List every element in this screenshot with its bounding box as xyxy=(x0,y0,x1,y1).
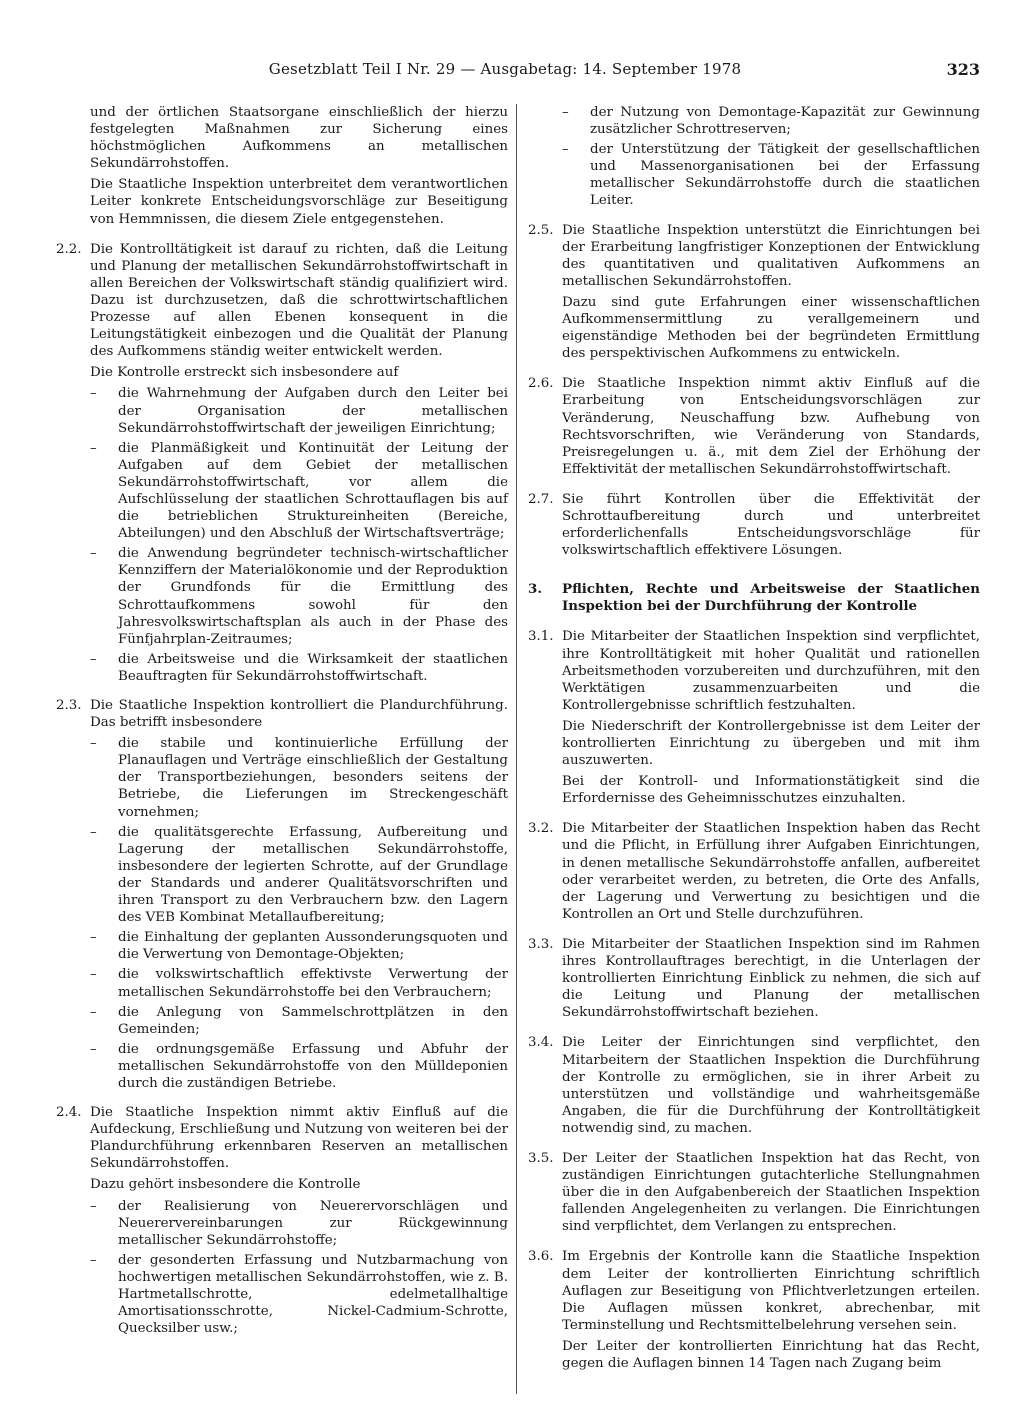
section-3-1 xyxy=(528,628,980,713)
section-text: Die Staatliche Inspektion nimmt aktiv Einfluß auf die Erarbeitung von Entscheidungsvorschlägen zur Veränderung, Neuschaffung bzw. Aufhebung von Rechtsvorschriften, wie Veränderung von Standards, Preisregelungen u. ä., mit dem Ziel der Erhöhung der Effektivität der metallischen Sekundärrohstoffwirtschaft. xyxy=(562,376,980,477)
section-number: 2.6. xyxy=(528,376,554,392)
list-item: – die volkswirtschaftlich effektivste Verwertung der metallischen Sekundärrohstoffe bei den Verbrauchern; xyxy=(90,967,508,1000)
right-column xyxy=(528,104,980,1376)
section-2-3 xyxy=(56,697,508,731)
page-number: 323 xyxy=(946,60,980,79)
page-header xyxy=(90,60,980,84)
section-number: 2.7. xyxy=(528,491,554,507)
section-3-5 xyxy=(528,1150,980,1235)
paragraph-continuation: und der örtlichen Staatsorgane einschließlich der hierzu festgelegten Maßnahmen zur Sicherung eines höchstmöglichen Aufkommens an metallischen Sekundärrohstoffen. xyxy=(90,105,508,172)
section-number: 3. xyxy=(528,581,542,598)
left-column xyxy=(56,104,508,1340)
paragraph: Dazu sind gute Erfahrungen einer wissenschaftlichen Aufkommensermittlung zu verallgemeinern und eigenständige Methoden bei der begründeten Ermittlung des perspektivischen Aufkommens zu entwickeln. xyxy=(562,294,980,362)
section-number: 2.4. xyxy=(56,1105,82,1121)
section-text: Die Leiter der Einrichtungen sind verpflichtet, den Mitarbeitern der Staatlichen Inspektion die Durchführung der Kontrolle zu ermöglichen, sie in ihrer Arbeit zu unterstützen und vollständige und wahrheitsgemäße Angaben, die für die Durchführung der Kontrolltätigkeit notwendig sind, zu machen. xyxy=(562,1035,980,1136)
section-number: 3.2. xyxy=(528,821,554,837)
section-2-2 xyxy=(56,241,508,361)
section-text: Sie führt Kontrollen über die Effektivität der Schrottaufbereitung durch und unterbreitet erforderlichenfalls Entscheidungsvorschläge für volkswirtschaftlich effektivere Lösungen. xyxy=(562,491,980,559)
section-heading-text: Pflichten, Rechte und Arbeitsweise der Staatlichen Inspektion bei der Durchführung der Kontrolle xyxy=(562,581,980,615)
section-text: Die Staatliche Inspektion nimmt aktiv Einfluß auf die Aufdeckung, Erschließung und Nutzung von weiteren bei der Plandurchführung erkennbaren Reserven an metallischen Sekundärrohstoffen. xyxy=(90,1105,508,1172)
list-intro: Die Kontrolle erstreckt sich insbesondere auf xyxy=(90,365,399,381)
section-text: Die Kontrolltätigkeit ist darauf zu richten, daß die Leitung und Planung der metallischen Sekundärrohstoffwirtschaft in allen Bereichen der Volkswirtschaft ständig qualifiziert wird. Dazu ist durchzusetzen, daß die schrottwirtschaftlichen Prozesse auf allen Ebenen konsequent in die Leitungstätigkeit einbezogen und die Qualität der Planung des Aufkommens ständig weiter entwickelt werden. xyxy=(90,241,508,360)
section-3-3 xyxy=(528,936,980,1021)
list-item: – die Einhaltung der geplanten Aussonderungsquoten und die Verwertung von Demontage-Objekten; xyxy=(90,930,508,963)
paragraph: Der Leiter der kontrollierten Einrichtung hat das Recht, gegen die Auflagen binnen 14 Tagen nach Zugang beim xyxy=(562,1338,980,1371)
paragraph: Die Staatliche Inspektion unterbreitet dem verantwortlichen Leiter konkrete Entscheidungsvorschläge zur Beseitigung von Hemmnissen, die diesem Ziele entgegenstehen. xyxy=(90,177,508,227)
section-text: Die Mitarbeiter der Staatlichen Inspektion sind im Rahmen ihres Kontrollauftrages berechtigt, in die Unterlagen der kontrollierten Einrichtung Einblick zu nehmen, die sich auf die Leitung und Planung der metallischen Sekundärrohstoffwirtschaft beziehen. xyxy=(562,936,980,1021)
section-number: 3.6. xyxy=(528,1249,554,1265)
list-item: – die Arbeitsweise und die Wirksamkeit der staatlichen Beauftragten für Sekundärrohstoffwirtschaft. xyxy=(90,651,508,684)
section-number: 2.5. xyxy=(528,222,554,238)
section-number: 3.3. xyxy=(528,936,554,952)
list-intro: Dazu gehört insbesondere die Kontrolle xyxy=(90,1177,361,1193)
list-item: – die Planmäßigkeit und Kontinuität der Leitung der Aufgaben auf dem Gebiet der metallischen Sekundärrohstoffwirtschaft, vor allem die Aufschlüsselung der staatlichen Schrottauflagen bis auf die betrieblichen Struktureinheiten (Bereiche, Abteilungen) und den Abschluß der Wirtschaftsverträge; xyxy=(90,440,508,542)
section-number: 3.1. xyxy=(528,629,554,645)
section-3-2 xyxy=(528,820,980,923)
section-3-6 xyxy=(528,1248,980,1333)
list-item: – die Anwendung begründeter technisch-wirtschaftlicher Kennziffern der Materialökonomie und der Reproduktion der Grundfonds für die Ermittlung des Schrottaufkommens sowohl für den Jahresvolkswirtschaftsplan als auch in der Phase des Fünfjahrplan-Zeitraumes; xyxy=(90,546,508,647)
column-divider xyxy=(516,104,517,1394)
section-3-heading xyxy=(528,581,980,615)
list-item: – die Wahrnehmung der Aufgaben durch den Leiter bei der Organisation der metallischen Sekundärrohstoffwirtschaft der jeweiligen Einrichtung; xyxy=(90,386,508,436)
list-item: – die Anlegung von Sammelschrottplätzen in den Gemeinden; xyxy=(90,1004,508,1037)
section-text: Die Staatliche Inspektion kontrolliert die Plandurchführung. Das betrifft insbesondere xyxy=(90,698,508,731)
list-item: – der Unterstützung der Tätigkeit der gesellschaftlichen und Massenorganisationen bei der Erfassung metallischer Sekundärrohstoffe durch die staatlichen Leiter. xyxy=(562,142,980,209)
section-number: 2.3. xyxy=(56,698,82,713)
section-text: Der Leiter der Staatlichen Inspektion hat das Recht, von zuständigen Einrichtungen gutachterliche Stellungnahmen über die in den Aufgabenbereich der Staatlichen Inspektion fallenden Angelegenheiten zu verlangen. Die Einrichtungen sind verpflichtet, dem Verlangen zu entsprechen. xyxy=(562,1150,980,1235)
paragraph: Bei der Kontroll- und Informationstätigkeit sind die Erfordernisse des Geheimnisschutzes einzuhalten. xyxy=(562,774,980,807)
list-item: – die stabile und kontinuierliche Erfüllung der Planauflagen und Verträge einschließlich der Gestaltung der Transportbeziehungen, besonders seitens der Betriebe, die Lieferungen im Streckengeschäft vornehmen; xyxy=(90,736,508,820)
section-2-5 xyxy=(528,222,980,290)
paragraph: Die Niederschrift der Kontrollergebnisse ist dem Leiter der kontrollierten Einrichtung zu übergeben und mit ihm auszuwerten. xyxy=(562,718,980,769)
list-item: – die ordnungsgemäße Erfassung und Abfuhr der metallischen Sekundärrohstoffe von den Mülldeponien durch die zuständigen Betriebe. xyxy=(90,1041,508,1091)
section-3-4 xyxy=(528,1034,980,1137)
section-2-6 xyxy=(528,375,980,478)
gazette-title: Gesetzblatt Teil I Nr. 29 — Ausgabetag: 14. September 1978 xyxy=(268,60,742,78)
list-item: – der Realisierung von Neuerervorschlägen und Neuerervereinbarungen zur Rückgewinnung metallischer Sekundärrohstoffe; xyxy=(90,1198,508,1248)
section-number: 3.5. xyxy=(528,1150,554,1166)
list-item: – der gesonderten Erfassung und Nutzbarmachung von hochwertigen metallischen Sekundärrohstoffen, wie z. B. Hartmetallschrotte, edelmetallhaltige Amortisationsschrotte, Nickel-Cadmium-Schrotte, Quecksilber usw.; xyxy=(90,1252,508,1337)
section-text: Im Ergebnis der Kontrolle kann die Staatliche Inspektion dem Leiter der kontrollierten Einrichtung schriftlich Auflagen zur Beseitigung von Pflichtverletzungen erteilen. Die Auflagen müssen konkret, abrechenbar, mit Terminstellung und Rechtsmittelbelehrung versehen sein. xyxy=(562,1249,980,1333)
section-text: Die Mitarbeiter der Staatlichen Inspektion haben das Recht und die Pflicht, in Erfüllung ihrer Aufgaben Einrichtungen, in denen metallische Sekundärrohstoffe anfallen, aufbereitet oder verarbeitet werden, zu betreten, die Orte des Anfalls, der Lagerung und Verwertung zu besichtigen und die Kontrollen an Ort und Stelle durchzuführen. xyxy=(562,821,980,922)
section-2-7 xyxy=(528,491,980,559)
list-item: – die qualitätsgerechte Erfassung, Aufbereitung und Lagerung der metallischen Sekundärrohstoffe, insbesondere der legierten Schrotte, auf der Grundlage der Standards und anderer Qualitätsvorschriften und ihren Transport zu den Verbrauchern bzw. den Lagern des VEB Kombinat Metallaufbereitung; xyxy=(90,824,508,926)
section-text: Die Mitarbeiter der Staatlichen Inspektion sind verpflichtet, ihre Kontrolltätigkeit mit hoher Qualität und rationellen Arbeitsmethoden vorzubereiten und durchzuführen, mit den Werktätigen zusammenzuarbeiten und die Kontrollergebnisse schriftlich festzuhalten. xyxy=(562,629,980,713)
section-text: Die Staatliche Inspektion unterstützt die Einrichtungen bei der Erarbeitung langfristiger Konzeptionen der Entwicklung des quantitativen und qualitativen Aufkommens an metallischen Sekundärrohstoffen. xyxy=(562,222,980,289)
section-number: 2.2. xyxy=(56,241,82,257)
section-2-4 xyxy=(56,1104,508,1172)
list-item: – der Nutzung von Demontage-Kapazität zur Gewinnung zusätzlicher Schrottreserven; xyxy=(562,105,980,138)
section-number: 3.4. xyxy=(528,1035,554,1051)
